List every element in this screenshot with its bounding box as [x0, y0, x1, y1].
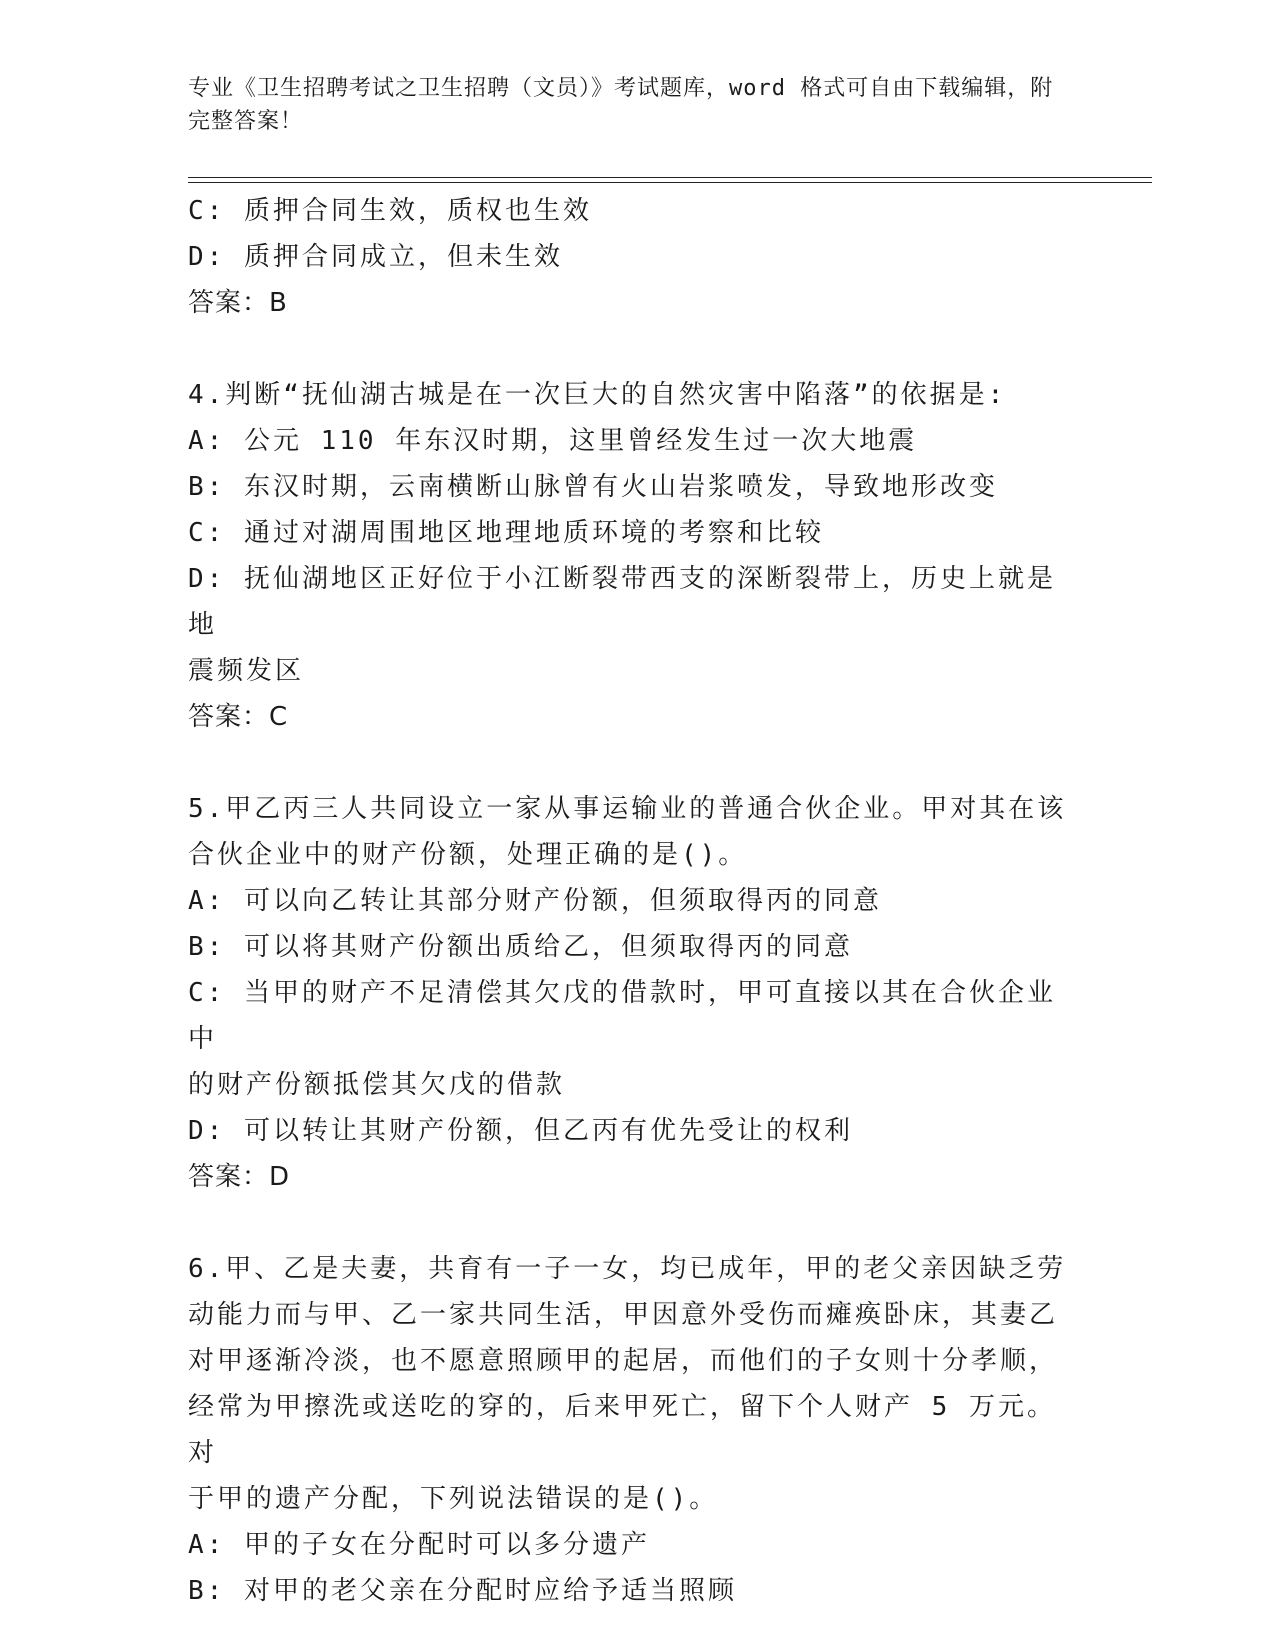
- q4-stem: 4.判断“抚仙湖古城是在一次巨大的自然灾害中陷落”的依据是:: [188, 380, 1007, 410]
- page-header: [188, 72, 1068, 138]
- q4-option-d-line2: 震频发区: [188, 656, 305, 686]
- q5-stem-line2: 合伙企业中的财产份额，处理正确的是()。: [188, 840, 748, 870]
- q6-stem-line4: 经常为甲擦洗或送吃的穿的，后来甲死亡，留下个人财产 5 万元。对: [188, 1392, 1056, 1468]
- q5-option-c-line1: C: 当甲的财产不足清偿其欠戊的借款时，甲可直接以其在合伙企业中: [188, 978, 1056, 1054]
- q6-stem-line5: 于甲的遗产分配，下列说法错误的是()。: [188, 1484, 719, 1514]
- q4-option-d-line1: D: 抚仙湖地区正好位于小江断裂带西支的深断裂带上，历史上就是地: [188, 564, 1056, 640]
- q3-option-d: D: 质押合同成立，但未生效: [188, 242, 563, 272]
- q5-option-b: B: 可以将其财产份额出质给乙，但须取得丙的同意: [188, 932, 853, 962]
- q6-option-b: B: 对甲的老父亲在分配时应给予适当照顾: [188, 1576, 737, 1606]
- header-divider-top: [188, 177, 1152, 178]
- q5-stem-line1: 5.甲乙丙三人共同设立一家从事运输业的普通合伙企业。甲对其在该: [188, 794, 1067, 824]
- q4-answer: 答案：C: [188, 702, 289, 732]
- q5-option-d: D: 可以转让其财产份额，但乙丙有优先受让的权利: [188, 1116, 853, 1146]
- q4-option-c: C: 通过对湖周围地区地理地质环境的考察和比较: [188, 518, 824, 548]
- question-content: [188, 188, 1068, 1614]
- header-divider-bottom: [188, 182, 1152, 183]
- spacer: [188, 326, 1068, 372]
- q4-option-b: B: 东汉时期，云南横断山脉曾有火山岩浆喷发，导致地形改变: [188, 472, 998, 502]
- q5-answer: 答案：D: [188, 1162, 291, 1192]
- q3-answer: 答案：B: [188, 288, 288, 318]
- q6-stem-line3: 对甲逐渐冷淡，也不愿意照顾甲的起居，而他们的子女则十分孝顺，: [188, 1346, 1059, 1376]
- q6-stem-line2: 动能力而与甲、乙一家共同生活，甲因意外受伤而瘫痪卧床，其妻乙: [188, 1300, 1059, 1330]
- document-title: 专业《卫生招聘考试之卫生招聘（文员）》考试题库，word 格式可自由下载编辑，附完整答案！: [188, 76, 1054, 134]
- q5-option-a: A: 可以向乙转让其部分财产份额，但须取得丙的同意: [188, 886, 882, 916]
- spacer: [188, 740, 1068, 786]
- spacer: [188, 1200, 1068, 1246]
- q5-option-c-line2: 的财产份额抵偿其欠戊的借款: [188, 1070, 566, 1100]
- q6-option-a: A: 甲的子女在分配时可以多分遗产: [188, 1530, 650, 1560]
- q4-option-a: A: 公元 110 年东汉时期，这里曾经发生过一次大地震: [188, 426, 918, 456]
- q6-stem-line1: 6.甲、乙是夫妻，共育有一子一女，均已成年，甲的老父亲因缺乏劳: [188, 1254, 1067, 1284]
- q3-option-c: C: 质押合同生效，质权也生效: [188, 196, 592, 226]
